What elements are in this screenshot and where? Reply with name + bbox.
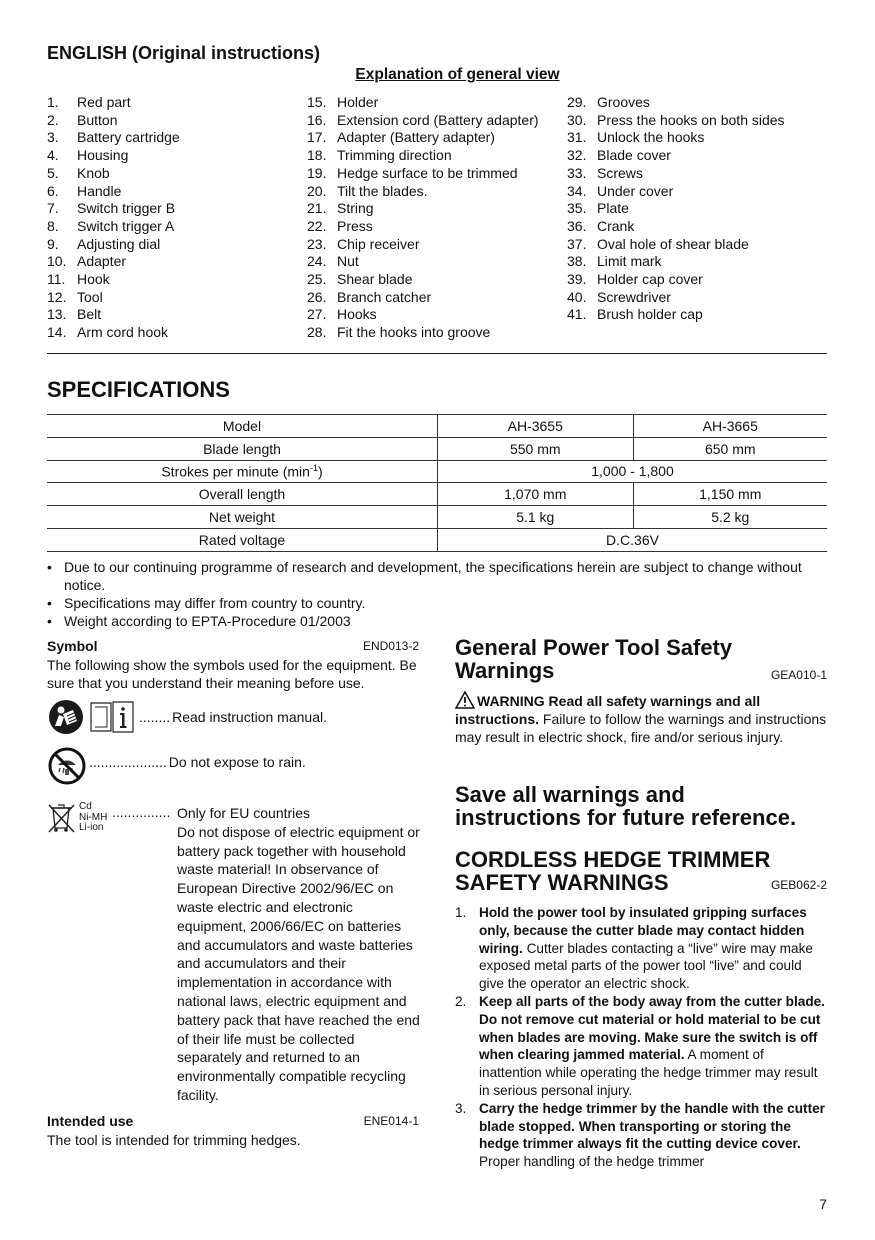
spec-value: AH-3665: [633, 415, 827, 438]
table-row: [47, 460, 827, 483]
list-item: 17. Adapter (Battery adapter): [307, 129, 495, 146]
spec-label: Rated voltage: [47, 528, 438, 551]
list-item: 26. Branch catcher: [307, 288, 432, 305]
list-item: 35. Plate: [567, 200, 629, 217]
warning-text: Failure to follow the warnings and instructions may result in electric shock, fire and/or serious injury.: [455, 710, 827, 745]
eu-directive-text: Do not dispose of electric equipment or battery pack together with household waste material! In observance of European Directive 2002/96/EC on waste electric and electronic equipment, 2006/66/EC on batteries and accumulators and waste batteries and accumulators and their implementation in accordance with national laws, electric equipment and battery pack that have reached the end of their life must be collected separately and returned to an environmentally compatible recycling facility.: [177, 823, 420, 1103]
spec-value: 1,000 - 1,800: [438, 460, 828, 483]
general-safety-title-1: General Power Tool Safety: [455, 635, 733, 660]
list-item: • Due to our continuing programme of research and development, the specifications herein are subject to change without notice.: [47, 559, 802, 593]
intended-use-section: [47, 1112, 419, 1149]
symbol-row-read-manual: [47, 699, 327, 735]
parts-column-3: [567, 94, 785, 324]
list-item: 37. Oval hole of shear blade: [567, 235, 749, 252]
table-row: [47, 483, 827, 506]
parts-column-1: [47, 94, 180, 342]
list-item: 24. Nut: [307, 253, 359, 270]
list-item: 14. Arm cord hook: [47, 324, 169, 341]
cordless-warning-list: [455, 904, 827, 1171]
table-row: [47, 437, 827, 460]
save-warnings-line-1: Save all warnings and: [455, 782, 685, 807]
list-item: 21. String: [307, 200, 374, 217]
warning-triangle-icon: [455, 691, 475, 709]
list-item: 16. Extension cord (Battery adapter): [307, 111, 539, 128]
list-item: 29. Grooves: [567, 94, 650, 110]
list-item: 2. Button: [47, 111, 118, 128]
list-item: 39. Holder cap cover: [567, 271, 703, 288]
list-item: 2. Keep all parts of the body away from the cutter blade. Do not remove cut material or hold material to be cut when blades are moving. Make sure the switch is off when clearing jammed material. A moment of inattention while operating the hedge trimmer may result in serious personal injury.: [455, 993, 825, 1098]
list-item: 8. Switch trigger A: [47, 217, 175, 234]
explanation-title: [0, 66, 875, 84]
list-item: 10. Adapter: [47, 253, 127, 270]
symbol-code: END013-2: [362, 639, 419, 653]
spec-value: 1,070 mm: [438, 483, 634, 506]
list-item: 28. Fit the hooks into groove: [307, 324, 491, 341]
spec-label: Overall length: [47, 483, 438, 506]
warning-paragraph: [455, 691, 827, 746]
list-item: 12. Tool: [47, 288, 103, 305]
list-item: 20. Tilt the blades.: [307, 182, 428, 199]
save-warnings-line-2: instructions for future reference.: [455, 805, 797, 830]
battery-chemistry-labels: [79, 802, 107, 834]
list-item: 27. Hooks: [307, 306, 377, 323]
table-row: [47, 506, 827, 529]
page-number: 7: [819, 1196, 827, 1212]
list-item: 40. Screwdriver: [567, 288, 671, 305]
spec-value: 550 mm: [438, 437, 634, 460]
spec-value: 5.1 kg: [438, 506, 634, 529]
leader-dots: ........: [139, 709, 171, 725]
list-item: 34. Under cover: [567, 182, 674, 199]
leader-dots: ....................: [89, 754, 167, 770]
list-item: 15. Holder: [307, 94, 379, 110]
list-item: 13. Belt: [47, 306, 102, 323]
list-item: 38. Limit mark: [567, 253, 662, 270]
read-manual-icon: [47, 699, 85, 735]
general-safety-code: GEA010-1: [770, 668, 827, 682]
cordless-safety-section: [455, 848, 827, 894]
list-item: 4. Housing: [47, 147, 129, 164]
list-item: 41. Brush holder cap: [567, 306, 703, 323]
list-item: 30. Press the hooks on both sides: [567, 111, 785, 128]
symbol-intro: The following show the symbols used for the equipment. Be sure that you understand their meaning before use.: [47, 656, 417, 692]
list-item: 18. Trimming direction: [307, 147, 452, 164]
leader-dots: ...............: [112, 804, 171, 820]
eu-disposal-text: [177, 804, 422, 1105]
list-item: • Weight according to EPTA-Procedure 01/2003: [47, 613, 351, 629]
cordless-title-2: SAFETY WARNINGS: [455, 870, 669, 895]
spec-label: Strokes per minute $(\min^{-1})$: [47, 460, 438, 483]
list-item: 3. Battery cartridge: [47, 129, 180, 146]
language-title: ENGLISH (Original instructions): [47, 43, 321, 63]
explanation-title-text: Explanation of general view: [355, 66, 560, 83]
weee-bin-icon: [47, 801, 77, 833]
parts-column-2: [307, 94, 539, 342]
list-item: • Specifications may differ from country to country.: [47, 595, 366, 611]
specifications-table: [47, 414, 827, 552]
section-divider: [47, 353, 827, 354]
list-item: 11. Hook: [47, 271, 110, 288]
spec-label: Model: [47, 415, 438, 438]
list-item: 36. Crank: [567, 217, 635, 234]
warning-bold-text: WARNING Read all safety warnings and all instructions.: [455, 693, 761, 727]
label-liion: Li-ion: [79, 822, 104, 833]
cordless-code: GEB062-2: [770, 878, 827, 892]
symbol-section: [47, 637, 419, 693]
general-safety-section: [455, 636, 827, 682]
intended-use-text: The tool is intended for trimming hedges.: [47, 1131, 301, 1148]
info-manual-icon: [89, 699, 135, 735]
symbol-row-rain: [47, 746, 306, 786]
spec-label: Net weight: [47, 506, 438, 529]
list-item: 1. Red part: [47, 94, 131, 110]
spec-notes: [47, 558, 837, 630]
list-item: 9. Adjusting dial: [47, 235, 161, 252]
label-nimh: Ni-MH: [79, 811, 108, 823]
list-item: 3. Carry the hedge trimmer by the handle with the cutter blade stopped. When transporting or storing the hedge trimmer always fit the cutting device cover. Proper handling of the hedge trimmer: [455, 1100, 825, 1170]
spec-value: AH-3655: [438, 415, 634, 438]
table-row: [47, 528, 827, 551]
eu-only-label: Only for EU countries: [177, 805, 311, 821]
table-row: [47, 415, 827, 438]
specifications-title: SPECIFICATIONS: [47, 377, 230, 402]
spec-value: D.C.36V: [438, 528, 828, 551]
rain-text: Do not expose to rain.: [168, 754, 306, 770]
intended-use-title: Intended use: [47, 1113, 134, 1129]
read-manual-text: Read instruction manual.: [172, 709, 327, 725]
intended-use-code: ENE014-1: [363, 1114, 419, 1128]
spec-value: 1,150 mm: [633, 483, 827, 506]
spec-value: 650 mm: [633, 437, 827, 460]
list-item: 5. Knob: [47, 164, 110, 181]
label-cd: Cd: [79, 801, 92, 812]
list-item: 22. Press: [307, 217, 373, 234]
list-item: 31. Unlock the hooks: [567, 129, 705, 146]
list-item: 23. Chip receiver: [307, 235, 420, 252]
list-item: 32. Blade cover: [567, 147, 671, 164]
list-item: 33. Screws: [567, 164, 643, 181]
list-item: 25. Shear blade: [307, 271, 413, 288]
save-warnings-heading: [455, 783, 835, 829]
cordless-title-1: CORDLESS HEDGE TRIMMER: [455, 847, 771, 872]
general-safety-title-2: Warnings: [455, 658, 555, 683]
no-rain-icon: [47, 746, 87, 786]
list-item: 19. Hedge surface to be trimmed: [307, 164, 518, 181]
list-item: 1. Hold the power tool by insulated gripping surfaces only, because the cutter blade may contact hidden wiring. Cutter blades contacting a “live” wire may make exposed metal parts of the power tool “live” and could give the operator an electric shock.: [455, 905, 813, 992]
spec-value: 5.2 kg: [633, 506, 827, 529]
list-item: 7. Switch trigger B: [47, 200, 176, 217]
spec-label: Blade length: [47, 437, 438, 460]
list-item: 6. Handle: [47, 182, 122, 199]
symbol-title: Symbol: [47, 638, 98, 654]
